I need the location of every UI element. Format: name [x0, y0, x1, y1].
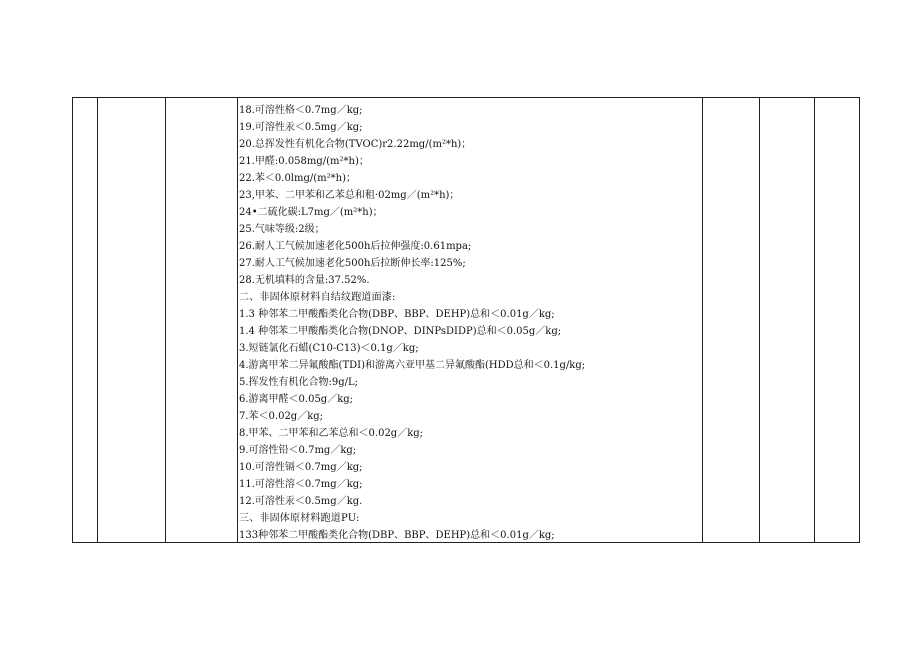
- requirement-line: 28.无机填料的含量:37.52%.: [239, 275, 370, 286]
- section-heading: 二、非固体原材料自结纹跑道面漆:: [239, 292, 396, 303]
- requirement-line: 24•二硫化碳:L7mg／(m²*h)；: [239, 207, 383, 218]
- requirement-line: 23,甲苯、二甲苯和乙苯总和租·02mg／(m²*h)；: [239, 190, 460, 201]
- requirement-line: 8.甲苯、二甲苯和乙苯总和＜0.02g／kg;: [239, 428, 424, 439]
- column-divider: [759, 98, 760, 542]
- requirement-line: 22.苯＜0.0lmg/(m²*h)；: [239, 173, 356, 184]
- spec-table: [72, 97, 860, 543]
- requirement-line: 25.气味等级:2级；: [239, 224, 325, 235]
- requirement-line: 1.3 种邻苯二甲酸酯类化合物(DBP、BBP、DEHP)总和＜0.01g／kg;: [239, 309, 555, 320]
- column-divider: [702, 98, 703, 542]
- requirement-line: 133种邻苯二甲酸酯类化合物(DBP、BBP、DEHP)总和＜0.01g／kg;: [239, 530, 555, 541]
- requirements-cell: [239, 102, 699, 544]
- requirement-line: 12.可溶性汞＜0.5mg／kg.: [239, 496, 363, 507]
- requirement-line: 3.短链氯化石蜡(C10-C13)＜0.1g／kg;: [239, 343, 419, 354]
- column-divider: [97, 98, 98, 542]
- requirement-line: 20.总挥发性有机化合物(TVOC)r2.22mg/(m²*h)；: [239, 139, 472, 150]
- requirement-line: 1.4 种邻苯二甲酸酯类化合物(DNOP、DINPsDIDP)总和＜0.05g／kg;: [239, 326, 562, 337]
- requirement-line: 11.可溶性溶＜0.7mg／kg;: [239, 479, 363, 490]
- requirement-line: 7.苯＜0.02g／kg;: [239, 411, 324, 422]
- requirement-line: 19.可溶性汞＜0.5mg／kg;: [239, 122, 363, 133]
- requirement-line: 9.可溶性铅＜0.7mg／kg;: [239, 445, 357, 456]
- requirement-line: 27.耐人工气候加速老化500h后拉断伸长率:125%;: [239, 258, 466, 269]
- section-heading: 三、非固体原材料跑道PU:: [239, 513, 360, 524]
- requirement-line: 6.游离甲醛＜0.05g／kg;: [239, 394, 354, 405]
- requirement-line: 26.耐人工气候加速老化500h后拉伸强度:0.61mpa;: [239, 241, 472, 252]
- column-divider: [165, 98, 166, 542]
- requirement-line: 18.可溶性格＜0.7mg／kg;: [239, 105, 363, 116]
- column-divider: [814, 98, 815, 542]
- requirement-line: 4.游离甲苯二异氟酸酯(TDI)和游离六亚甲基二异氟酸酯(HDD总和＜0.1g/kg;: [239, 360, 586, 371]
- requirement-line: 10.可溶性镉＜0.7mg／kg;: [239, 462, 363, 473]
- requirement-line: 21.甲醛:0.058mg/(m²*h)；: [239, 156, 369, 167]
- requirement-line: 5.挥发性有机化合物:9g/L;: [239, 377, 359, 388]
- column-divider: [237, 98, 238, 542]
